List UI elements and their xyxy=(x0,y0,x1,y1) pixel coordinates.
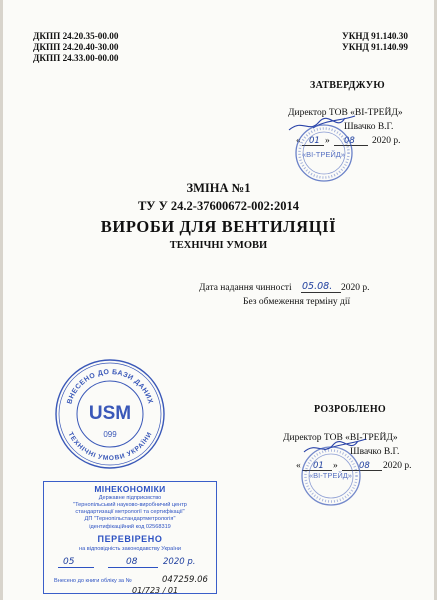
database-seal-bottom-text: ТЕХНІЧНІ УМОВИ УКРАЇНИ xyxy=(66,431,154,463)
database-seal-number: 099 xyxy=(103,430,117,439)
validity-year: 2020 р. xyxy=(341,283,370,293)
database-seal-logo: USM xyxy=(88,403,132,424)
stamp-registry-label: Внесено до книги обліку за № xyxy=(54,578,132,584)
company-seal-top-text: «ВІ-ТРЕЙД» xyxy=(302,150,345,159)
developed-position: Директор ТОВ «ВІ-ТРЕЙД» xyxy=(283,433,398,443)
stamp-checked: ПЕРЕВІРЕНО xyxy=(97,534,163,544)
header-right-code-1: УКНД 91.140.30 xyxy=(342,31,408,41)
approval-position: Директор ТОВ «ВІ-ТРЕЙД» xyxy=(288,108,403,118)
developed-date-year: 2020 р. xyxy=(383,461,412,471)
stamp-line-5: ідентифікаційний код 02568319 xyxy=(89,524,171,530)
svg-text:ВНЕСЕНО ДО БАЗИ ДАНИХ xyxy=(66,369,153,405)
stamp-registry xyxy=(44,575,216,587)
document-subtitle: ТЕХНІЧНІ УМОВИ xyxy=(169,240,268,251)
stamp-line-1: Державне підприємство xyxy=(98,495,162,501)
header-right-code-2: УКНД 91.140.99 xyxy=(342,42,408,52)
stamp-checked-sub: на відповідність законодавству України xyxy=(79,546,181,552)
validity-date-handwritten: 05.08. xyxy=(302,281,333,292)
developed-date-month: 08 xyxy=(359,461,370,471)
approval-date: « 01 » 08 2020 р. xyxy=(296,136,401,146)
tu-number: ТУ У 24.2-37600672-002:2014 xyxy=(137,199,300,213)
left-page-edge xyxy=(0,0,3,600)
stamp-date-day: 05 xyxy=(63,557,75,567)
developed-date: « 01 » 08 2020 р. xyxy=(296,461,412,471)
product-title: ВИРОБИ ДЛЯ ВЕНТИЛЯЦІЇ xyxy=(100,217,337,236)
developed-name: Швачко В.Г. xyxy=(350,447,400,457)
validity-label: Дата надання чинності xyxy=(199,283,292,293)
stamp-ministry: МІНЕКОНОМІКИ xyxy=(94,484,166,494)
header-left-code-3: ДКПП 24.33.00-00.00 xyxy=(33,53,119,63)
stamp-below-number: 01/723 / 01 xyxy=(132,586,179,595)
developed-date-day: 01 xyxy=(313,461,324,471)
stamp-date-year: 2020 р. xyxy=(163,557,196,567)
stamp-date-month: 08 xyxy=(126,557,138,567)
stamp-line-3: стандартизації метрології та сертифікації" xyxy=(75,509,185,515)
stamp-line-2: "Тернопільський науково-виробничий центр xyxy=(73,502,187,508)
stamp-line-4: ДП "Тернопільстандартметрологія" xyxy=(84,516,176,522)
developed-heading: РОЗРОБЛЕНО xyxy=(314,404,386,415)
change-number: ЗМІНА №1 xyxy=(186,181,251,195)
approval-name: Швачко В.Г. xyxy=(344,122,394,132)
approval-date-month: 08 xyxy=(344,136,355,146)
approval-heading: ЗАТВЕРДЖУЮ xyxy=(310,80,385,91)
approval-date-day: 01 xyxy=(309,136,320,146)
validity-date-underline xyxy=(301,292,341,293)
database-seal xyxy=(53,357,167,471)
stamp-registry-number: 047259.06 xyxy=(162,575,208,585)
company-seal-bottom-text: «ВІ-ТРЕЙД» xyxy=(309,471,352,480)
registration-stamp xyxy=(43,481,217,594)
stamp-date xyxy=(44,557,216,569)
database-seal-top-text: ВНЕСЕНО ДО БАЗИ ДАНИХ xyxy=(66,368,154,405)
approval-date-year: 2020 р. xyxy=(372,136,401,146)
header-left-code-1: ДКПП 24.20.35-00.00 xyxy=(33,31,119,41)
validity-unlimited: Без обмеження терміну дії xyxy=(243,297,351,307)
header-left-code-2: ДКПП 24.20.40-30.00 xyxy=(33,42,119,52)
